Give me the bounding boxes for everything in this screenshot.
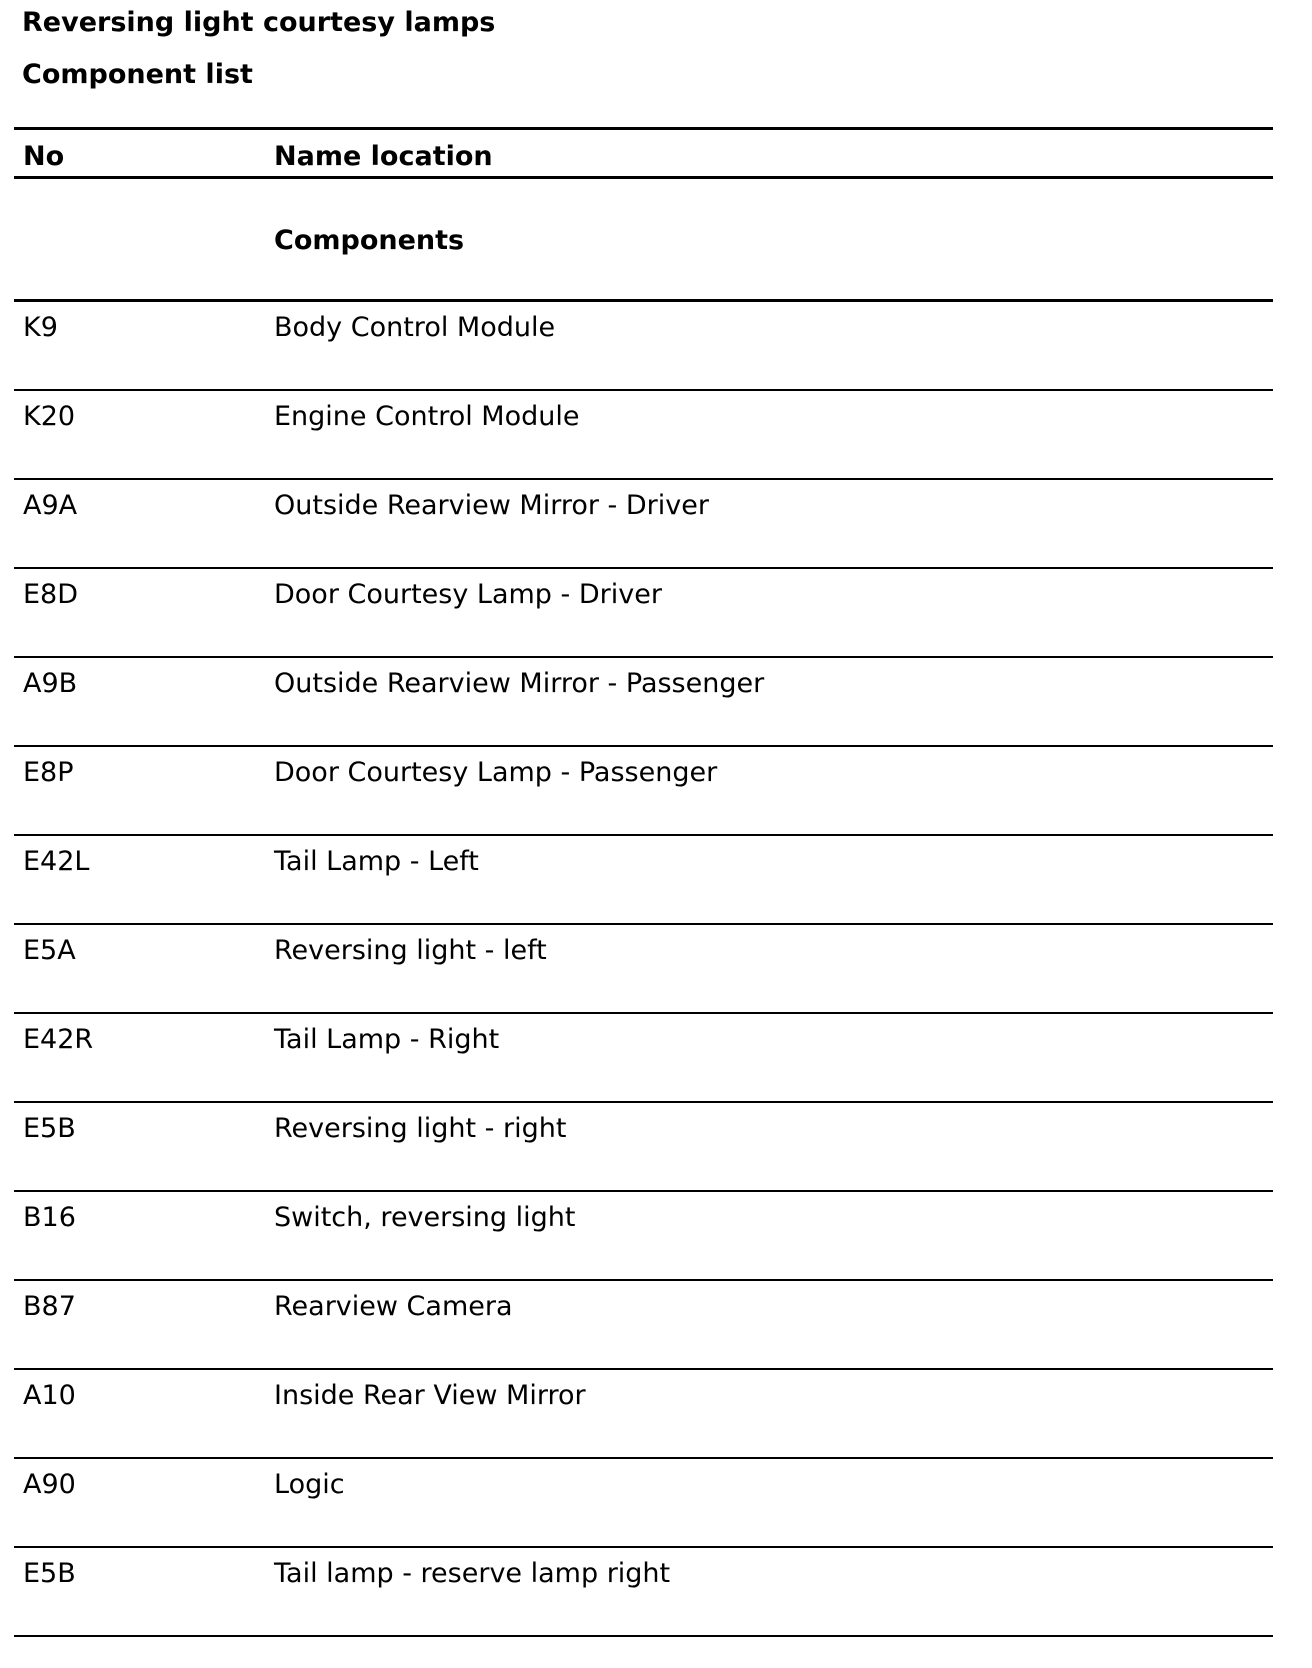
table-row — [14, 747, 1273, 836]
component-name: Outside Rearview Mirror - Passenger — [274, 668, 765, 699]
component-number: K20 — [23, 401, 76, 432]
component-number: A9A — [23, 490, 78, 521]
component-number: E8P — [23, 757, 74, 788]
component-number: E5B — [23, 1558, 76, 1589]
document-subtitle: Component list — [22, 59, 253, 90]
section-row — [14, 179, 1273, 302]
component-name: Reversing light - left — [274, 935, 547, 966]
component-number: E42L — [23, 846, 90, 877]
component-name: Rearview Camera — [274, 1291, 513, 1322]
table-row — [14, 1459, 1273, 1548]
component-name: Door Courtesy Lamp - Passenger — [274, 757, 718, 788]
table-row — [14, 1548, 1273, 1637]
component-name: Reversing light - right — [274, 1113, 567, 1144]
header-name-location: Name location — [274, 141, 493, 172]
header-no: No — [23, 141, 65, 172]
section-label: Components — [274, 225, 465, 256]
table-row — [14, 658, 1273, 747]
component-name: Engine Control Module — [274, 401, 580, 432]
component-number: E42R — [23, 1024, 94, 1055]
table-row — [14, 1192, 1273, 1281]
table-body — [14, 302, 1273, 1637]
component-name: Tail Lamp - Left — [274, 846, 479, 877]
component-name: Logic — [274, 1469, 345, 1500]
component-name: Body Control Module — [274, 312, 556, 343]
table-row — [14, 836, 1273, 925]
component-name: Tail lamp - reserve lamp right — [274, 1558, 671, 1589]
component-name: Tail Lamp - Right — [274, 1024, 500, 1055]
table-row — [14, 1370, 1273, 1459]
component-name: Outside Rearview Mirror - Driver — [274, 490, 709, 521]
table-row — [14, 569, 1273, 658]
component-number: E5A — [23, 935, 76, 966]
table-row — [14, 480, 1273, 569]
table-row — [14, 925, 1273, 1014]
table-row — [14, 1281, 1273, 1370]
table-header-row — [14, 127, 1273, 179]
component-number: B16 — [23, 1202, 76, 1233]
component-table — [14, 127, 1273, 1637]
component-name: Door Courtesy Lamp - Driver — [274, 579, 662, 610]
component-number: B87 — [23, 1291, 76, 1322]
component-number: A90 — [23, 1469, 76, 1500]
component-name: Switch, reversing light — [274, 1202, 576, 1233]
component-number: A10 — [23, 1380, 76, 1411]
component-number: A9B — [23, 668, 78, 699]
table-row — [14, 302, 1273, 391]
component-name: Inside Rear View Mirror — [274, 1380, 586, 1411]
component-number: E8D — [23, 579, 79, 610]
document-title: Reversing light courtesy lamps — [22, 7, 496, 38]
table-row — [14, 1103, 1273, 1192]
table-row — [14, 391, 1273, 480]
table-row — [14, 1014, 1273, 1103]
component-number: K9 — [23, 312, 58, 343]
component-number: E5B — [23, 1113, 76, 1144]
